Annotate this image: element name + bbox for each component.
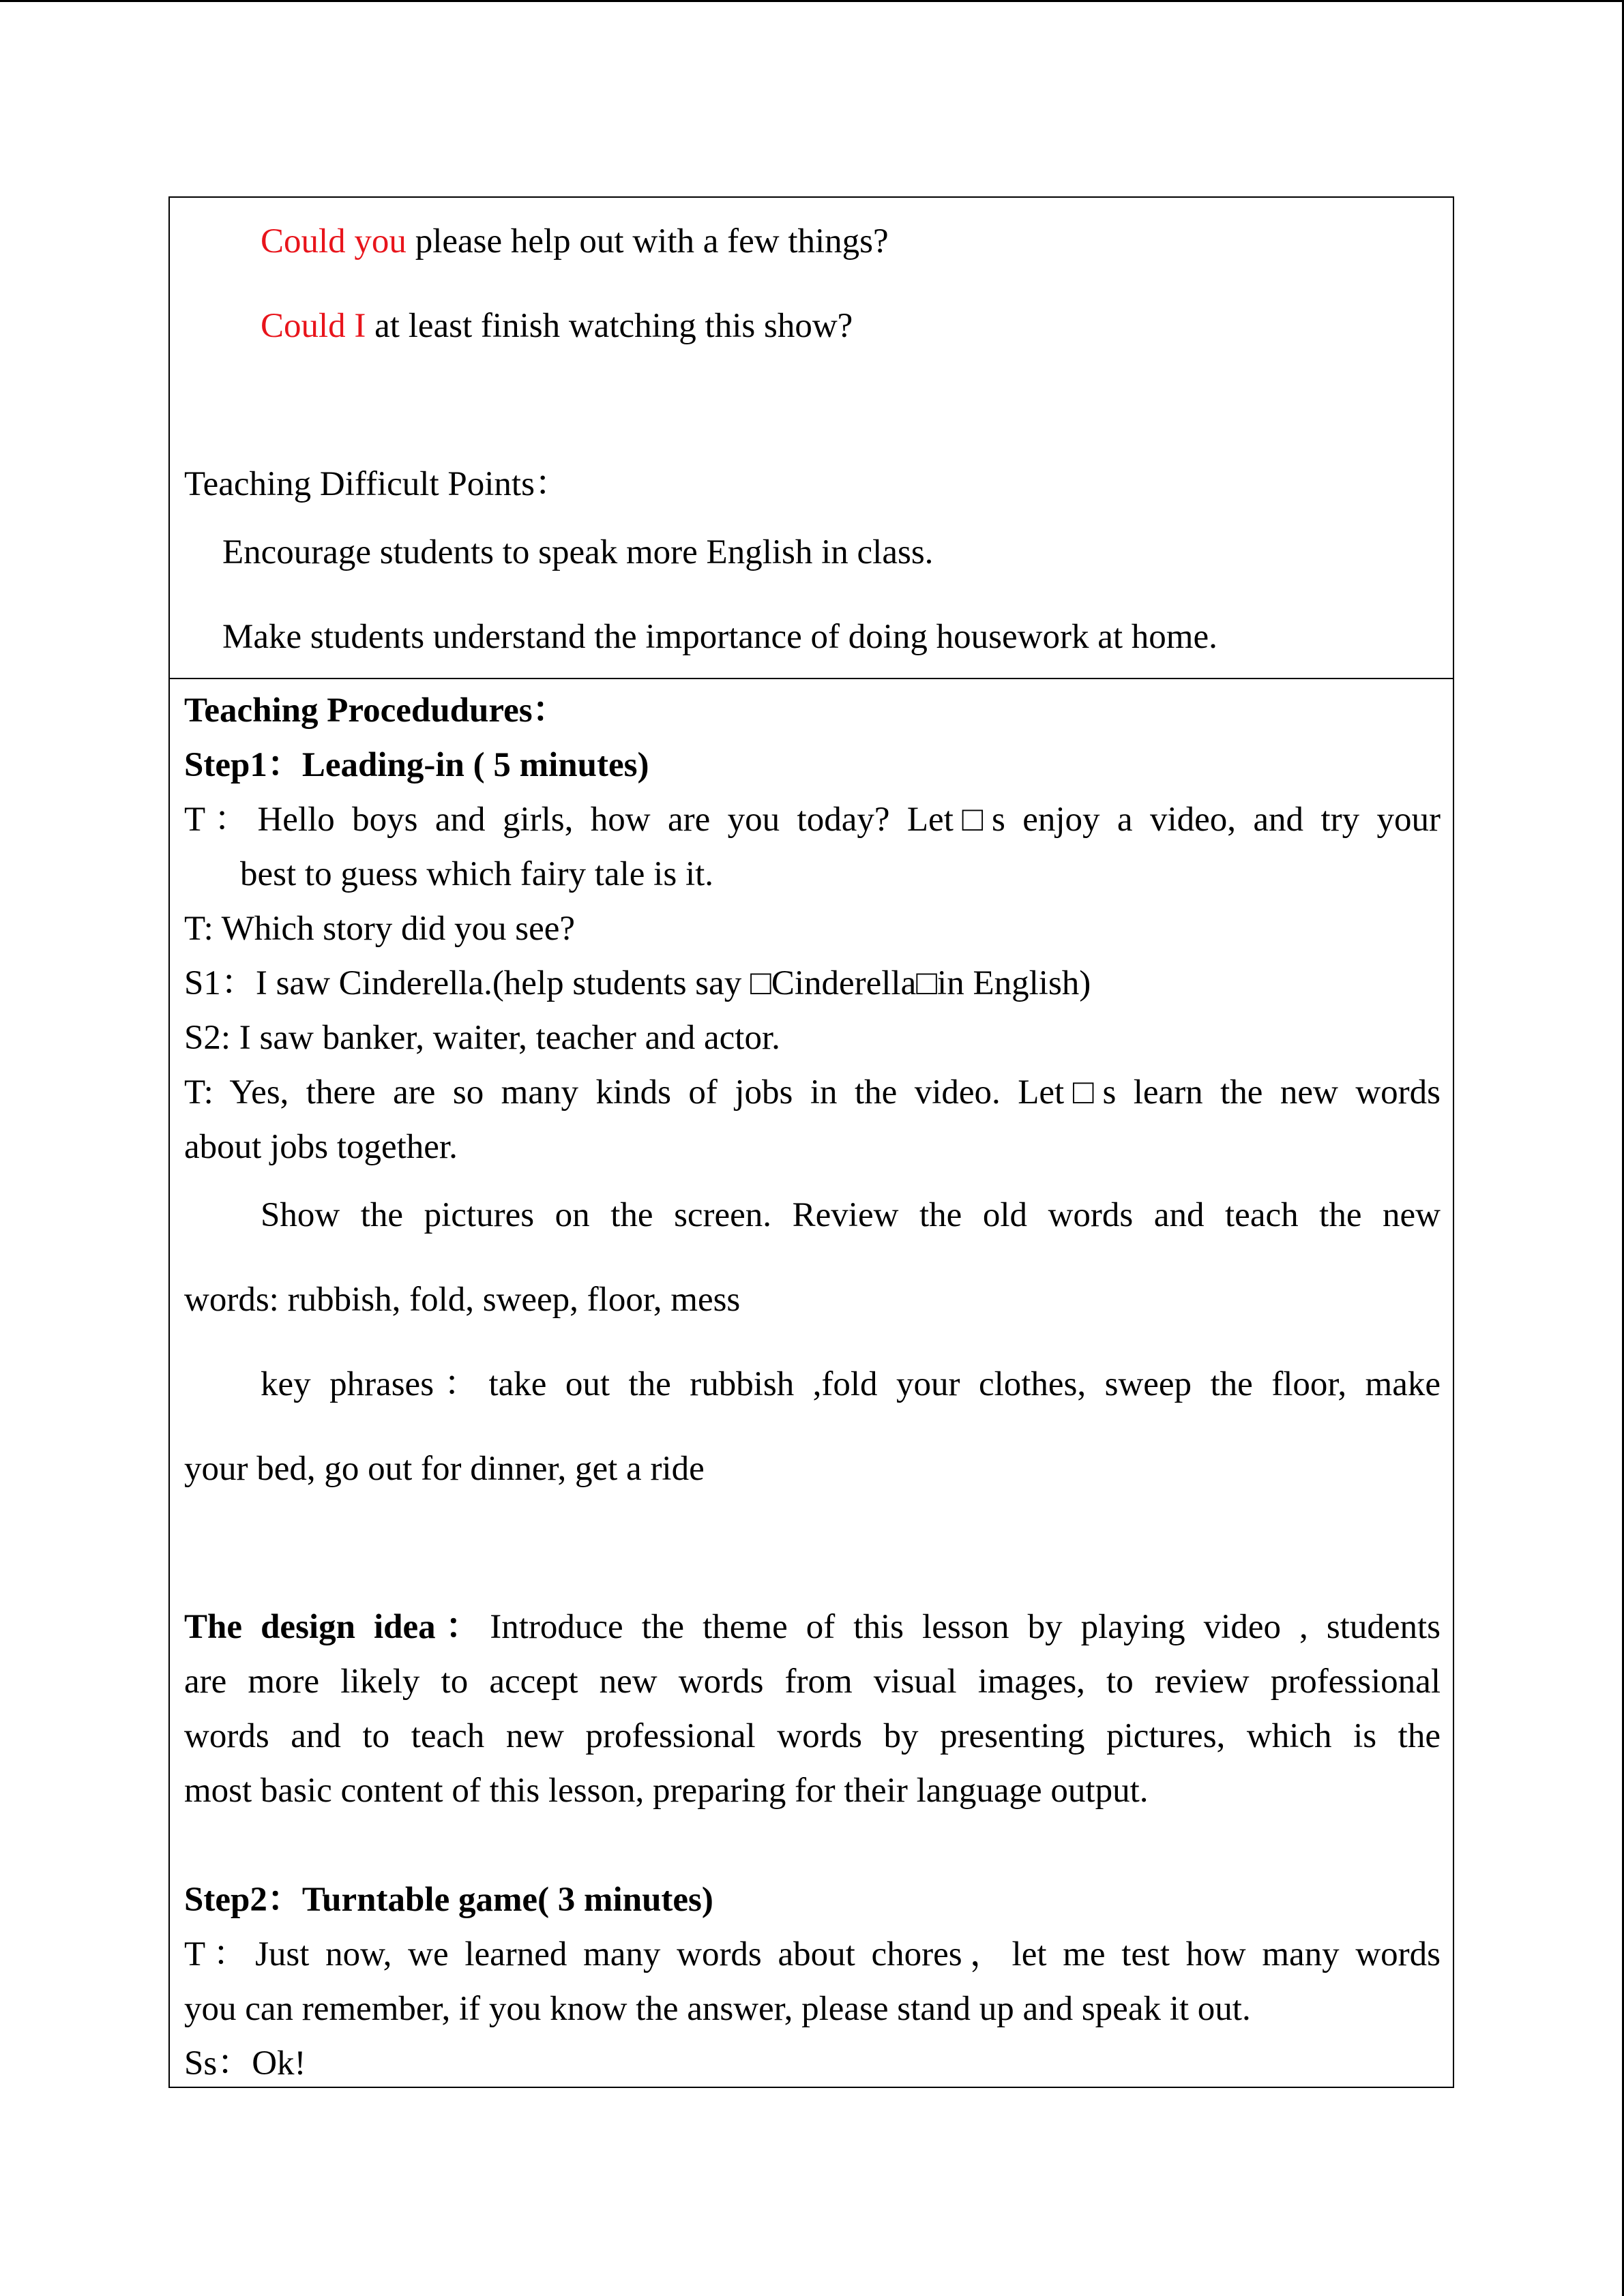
dialogue-line: you can remember, if you know the answer, please stand up and speak it out. — [184, 1990, 1251, 2028]
step1-heading-text: Step1：Leading-in ( 5 minutes) — [184, 746, 649, 784]
design-idea-text: Introduce the theme of this lesson by playing video , students — [490, 1608, 1441, 1646]
key-phrases-line: key phrases：take out the rubbish ,fold your clothes, sweep the floor, make — [261, 1365, 1441, 1403]
step2-heading — [184, 1879, 713, 1920]
dialogue-line: about jobs together. — [184, 1128, 458, 1166]
objectives-cell — [168, 196, 1454, 679]
page-top-border — [0, 0, 1624, 2]
new-words-line: words: rubbish, fold, sweep, floor, mess — [184, 1281, 741, 1319]
procedures-heading — [184, 690, 567, 731]
difficult-points-heading: Teaching Difficult Points： — [184, 465, 570, 503]
dialogue-line: T：Hello boys and girls, how are you today? Let□s enjoy a video, and try your — [184, 801, 1441, 839]
dialogue-line: T: Yes, there are so many kinds of jobs in the video. Let□s learn the new words — [184, 1073, 1441, 1112]
design-idea-line: are more likely to accept new words from visual images, to review professional — [184, 1663, 1441, 1701]
step2-heading-text: Step2：Turntable game( 3 minutes) — [184, 1881, 713, 1919]
sentence-could-you — [261, 221, 889, 262]
difficult-point-2: Make students understand the importance of doing housework at home. — [222, 618, 1217, 656]
design-idea-label: The design idea： — [184, 1608, 490, 1646]
highlight-could-you: Could you — [261, 222, 407, 260]
sentence-text: please help out with a few things? — [406, 222, 889, 260]
dialogue-line: T：Just now, we learned many words about chores，let me test how many words — [184, 1935, 1441, 1973]
instruction-line: Show the pictures on the screen. Review the old words and teach the new — [261, 1196, 1441, 1234]
design-idea-line — [184, 1607, 1441, 1648]
sentence-text: at least finish watching this show? — [366, 307, 853, 345]
step1-heading — [184, 745, 649, 786]
procedures-heading-text: Teaching Procedudures： — [184, 691, 567, 730]
dialogue-line: best to guess which fairy tale is it. — [240, 855, 714, 893]
dialogue-line: T: Which story did you see? — [184, 910, 575, 948]
design-idea-line: words and to teach new professional words by presenting pictures, which is the — [184, 1717, 1441, 1755]
highlight-could-i: Could I — [261, 307, 366, 345]
key-phrases-line: your bed, go out for dinner, get a ride — [184, 1450, 705, 1488]
dialogue-line: S2: I saw banker, waiter, teacher and actor. — [184, 1019, 780, 1057]
difficult-point-1: Encourage students to speak more English in class. — [222, 533, 934, 571]
design-idea-line: most basic content of this lesson, preparing for their language output. — [184, 1772, 1149, 1810]
dialogue-line: Ss：Ok! — [184, 2044, 306, 2083]
sentence-could-i — [261, 305, 853, 346]
dialogue-line: S1：I saw Cinderella.(help students say □Cinderella□in English) — [184, 964, 1091, 1002]
